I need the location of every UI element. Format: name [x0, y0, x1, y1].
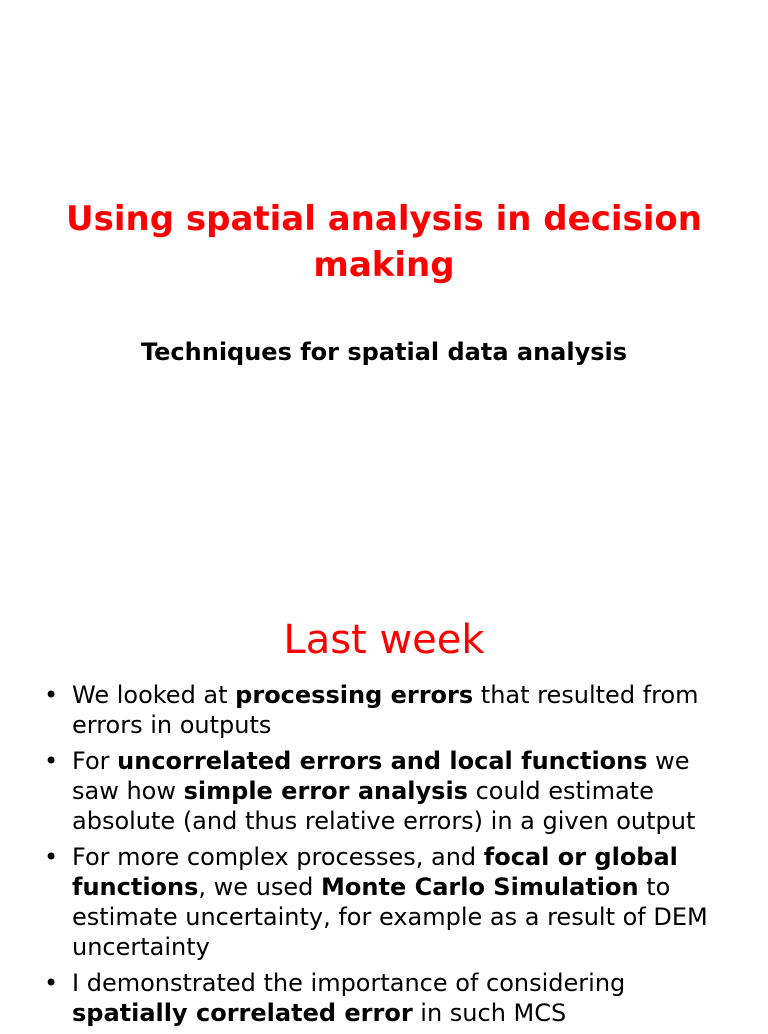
- bullet-item: [40, 968, 740, 1028]
- bullet-text: that resulted from errors in outputs: [72, 681, 699, 739]
- bullet-marker: •: [44, 681, 59, 709]
- bullet-emphasis: Monte Carlo Simulation: [321, 873, 639, 901]
- slide-title: Last week: [283, 617, 485, 663]
- bullet-emphasis: processing errors: [235, 681, 474, 709]
- bullet-marker: •: [44, 843, 59, 871]
- bullet-item: [40, 680, 740, 740]
- presentation-title: Using spatial analysis in decision making: [66, 199, 702, 285]
- bullet-text: For more complex processes, and: [72, 843, 484, 871]
- bullet-item: [40, 746, 740, 836]
- bullet-list: [40, 680, 740, 1034]
- bullet-text: , we used: [198, 873, 322, 901]
- bullet-text: could estimate absolute (and thus relative errors) in a given output: [72, 777, 696, 835]
- bullet-item: [40, 842, 740, 962]
- bullet-text: We looked at: [72, 681, 236, 709]
- bullet-emphasis: focal or global functions: [72, 843, 678, 901]
- bullet-marker: •: [44, 747, 59, 775]
- bullet-marker: •: [44, 969, 59, 997]
- bullet-emphasis: uncorrelated errors and local functions: [117, 747, 648, 775]
- presentation-subtitle: Techniques for spatial data analysis: [140, 338, 628, 366]
- bullet-emphasis: spatially correlated error: [72, 999, 413, 1027]
- bullet-text: For: [72, 747, 118, 775]
- bullet-text: to estimate uncertainty, for example as a result of DEM uncertainty: [72, 873, 708, 961]
- bullet-text: in such MCS: [412, 999, 567, 1027]
- bullet-text: I demonstrated the importance of considering: [72, 969, 626, 997]
- bullet-text: we saw how: [72, 747, 690, 805]
- bullet-emphasis: simple error analysis: [183, 777, 468, 805]
- last-week-slide: [0, 576, 768, 1027]
